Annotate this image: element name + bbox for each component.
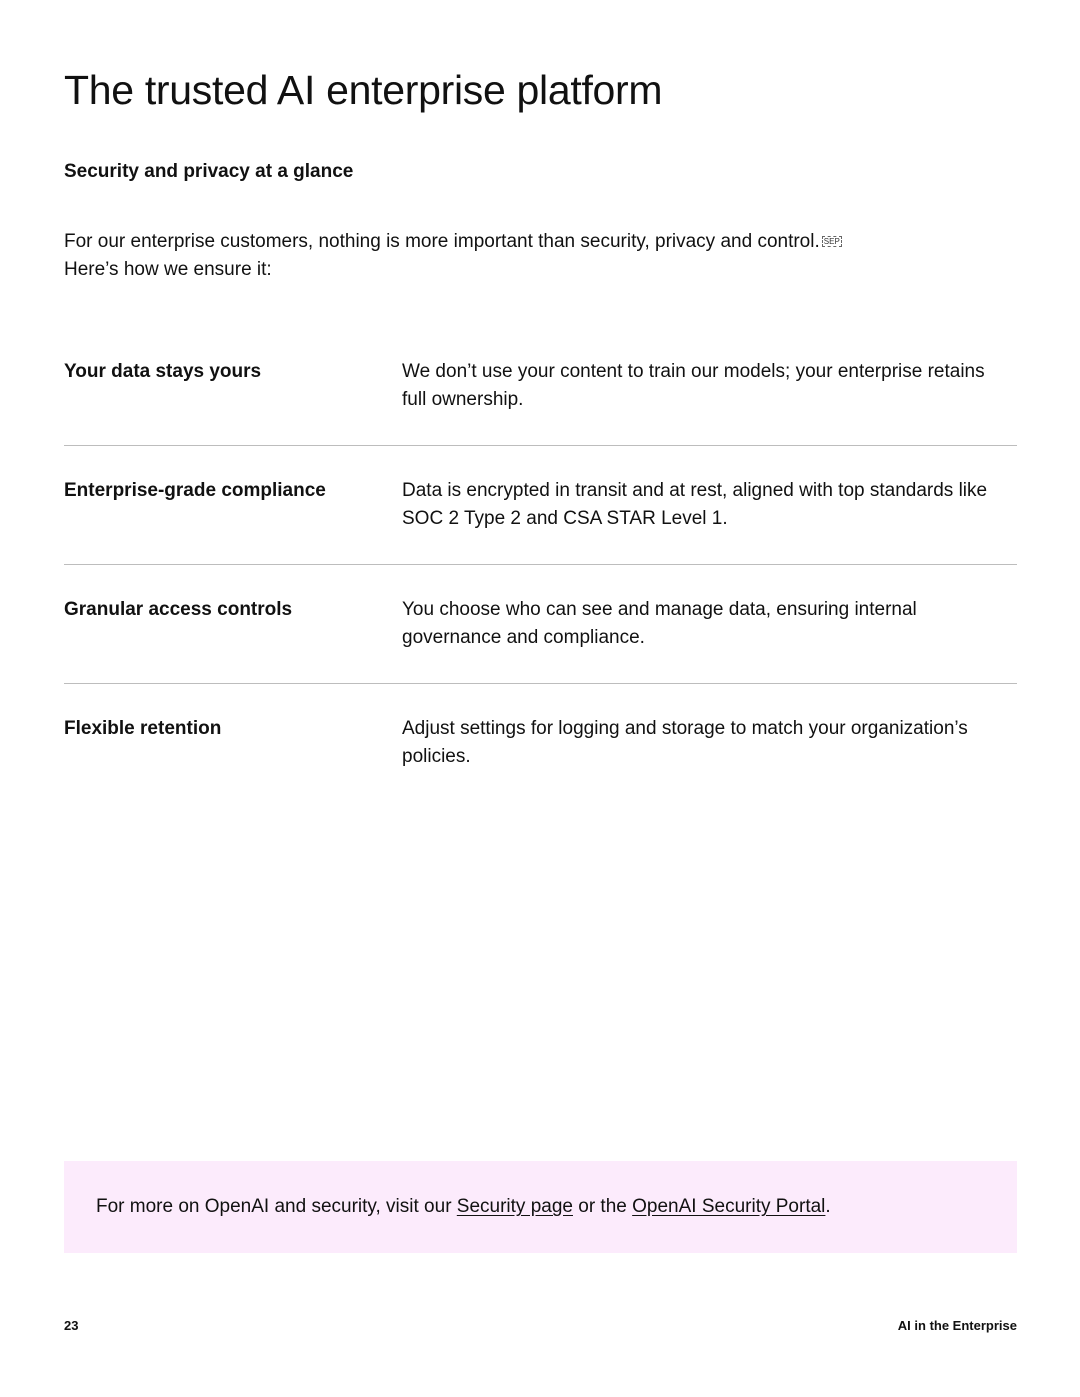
feature-name: Your data stays yours [64,361,262,382]
feature-description: We don’t use your content to train our models; your enterprise retains full ownership. [402,361,985,410]
callout-text-after: . [825,1196,831,1217]
intro-line-2: Here’s how we ensure it: [64,259,272,280]
security-portal-link[interactable]: OpenAI Security Portal [632,1196,826,1217]
feature-name: Granular access controls [64,599,293,620]
feature-row [64,327,1017,446]
section-subtitle: Security and privacy at a glance [64,161,354,182]
callout-text-before: For more on OpenAI and security, visit our [96,1196,457,1217]
security-callout [64,1161,1017,1253]
sep-mark-label: SEP [823,237,840,246]
feature-row [64,446,1017,565]
feature-name: Enterprise-grade compliance [64,480,326,501]
feature-name: Flexible retention [64,718,222,739]
feature-list [64,327,1017,803]
feature-description: Adjust settings for logging and storage to match your organization’s policies. [402,718,968,767]
feature-row [64,565,1017,684]
sep-mark-icon [822,236,842,247]
document-name: AI in the Enterprise [897,1318,1017,1333]
intro-paragraph [64,228,984,284]
callout-text-middle: or the [572,1196,633,1217]
security-page-link[interactable]: Security page [456,1196,573,1217]
feature-row [64,684,1017,803]
intro-line-1: For our enterprise customers, nothing is more important than security, privacy and control. [64,231,820,252]
feature-description: You choose who can see and manage data, ensuring internal governance and compliance. [402,599,917,648]
page-number: 23 [64,1318,79,1333]
feature-description: Data is encrypted in transit and at rest, aligned with top standards like SOC 2 Type 2 and CSA STAR Level 1. [402,480,988,529]
page-title: The trusted AI enterprise platform [64,67,663,113]
